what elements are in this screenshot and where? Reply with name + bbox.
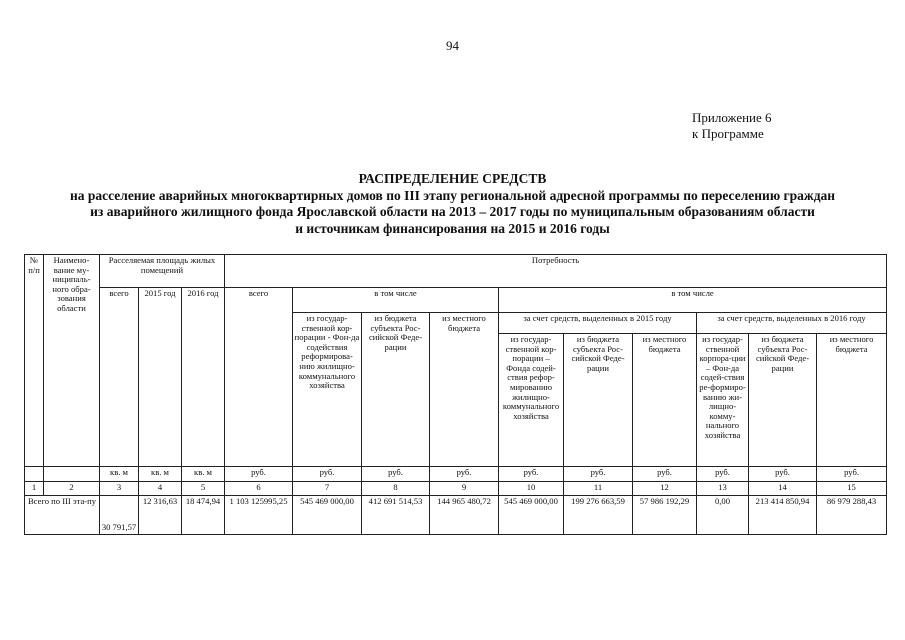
header-area-2015: 2015 год: [139, 288, 182, 467]
unit-cell: руб.: [293, 467, 362, 482]
column-number: 8: [362, 482, 430, 496]
total-area-cell: 30 791,57: [100, 496, 139, 535]
header-funds-2016: за счет средств, выделенных в 2016 году: [697, 313, 887, 334]
header-area: Расселяемая площадь жилых помещений: [100, 255, 225, 288]
unit-cell: руб.: [633, 467, 697, 482]
header-need-total: всего: [225, 288, 293, 467]
title-line-3: из аварийного жилищного фонда Ярославской области на 2013 – 2017 годы по муниципальным образованиям области: [90, 204, 815, 219]
total-row-label: Всего по III эта-пу: [25, 496, 100, 535]
header-including-a: в том числе: [293, 288, 499, 313]
header-area-2016: 2016 год: [182, 288, 225, 467]
unit-cell: руб.: [697, 467, 749, 482]
header-local-2016: из местного бюджета: [817, 334, 887, 467]
header-corp-2016: из государ-ственной корпора-ции – Фон-да содей-ствия ре-формиро-ванию жи-лищно-комму-нального хозяйства: [697, 334, 749, 467]
column-number: 5: [182, 482, 225, 496]
header-num: № п/п: [25, 255, 44, 467]
total-subject-2015-cell: 199 276 663,59: [564, 496, 633, 535]
document-title: [0, 171, 905, 237]
total-area-2016-cell: 18 474,94: [182, 496, 225, 535]
title-line-2: на расселение аварийных многоквартирных домов по III этапу региональной адресной программы по переселению граждан: [69, 187, 836, 203]
header-corp: из государ-ственной кор-порации - Фон-да содействия реформирова-нию жилищно-коммунального хозяйства: [293, 313, 362, 467]
column-number: 11: [564, 482, 633, 496]
header-subject-2016: из бюджета субъекта Рос-сийской Феде-рации: [749, 334, 817, 467]
header-area-total: всего: [100, 288, 139, 467]
title-line-1: РАСПРЕДЕЛЕНИЕ СРЕДСТВ: [358, 171, 547, 186]
unit-cell: кв. м: [100, 467, 139, 482]
header-local-2015: из местного бюджета: [633, 334, 697, 467]
funding-distribution-table: [24, 254, 887, 535]
total-subject-cell: 412 691 514,53: [362, 496, 430, 535]
total-corp-cell: 545 469 000,00: [293, 496, 362, 535]
column-number: 14: [749, 482, 817, 496]
unit-cell: руб.: [362, 467, 430, 482]
title-line-4: и источникам финансирования на 2015 и 2016 годы: [295, 220, 610, 236]
column-number-row: [25, 482, 887, 496]
appendix-line-2: к Программе: [692, 126, 764, 141]
header-row-top: [25, 255, 887, 288]
unit-cell: кв. м: [182, 467, 225, 482]
total-corp-2015-cell: 545 469 000,00: [499, 496, 564, 535]
unit-cell-empty: [44, 467, 100, 482]
header-need: Потребность: [225, 255, 887, 288]
unit-cell: руб.: [564, 467, 633, 482]
unit-cell: кв. м: [139, 467, 182, 482]
column-number: 13: [697, 482, 749, 496]
header-subject-budget: из бюджета субъекта Рос-сийской Феде-рации: [362, 313, 430, 467]
header-row-sub: [25, 288, 887, 313]
total-subject-2016-cell: 213 414 850,94: [749, 496, 817, 535]
unit-cell: руб.: [225, 467, 293, 482]
unit-cell: руб.: [499, 467, 564, 482]
header-corp-2015: из государ-ственной кор-порации – Фонда содей-ствия рефор-мированию жилищно-коммунального хозяйства: [499, 334, 564, 467]
unit-cell-empty: [25, 467, 44, 482]
header-subject-2015: из бюджета субъекта Рос-сийской Феде-рации: [564, 334, 633, 467]
unit-cell: руб.: [749, 467, 817, 482]
table-row-total: [25, 496, 887, 535]
column-number: 1: [25, 482, 44, 496]
column-number: 9: [430, 482, 499, 496]
column-number: 7: [293, 482, 362, 496]
total-local-cell: 144 965 480,72: [430, 496, 499, 535]
total-area-2015-cell: 12 316,63: [139, 496, 182, 535]
column-number: 12: [633, 482, 697, 496]
unit-cell: руб.: [817, 467, 887, 482]
column-number: 3: [100, 482, 139, 496]
header-funds-2015: за счет средств, выделенных в 2015 году: [499, 313, 697, 334]
appendix-line-1: Приложение 6: [692, 110, 772, 125]
total-corp-2016-cell: 0,00: [697, 496, 749, 535]
header-municipality: Наимено-вание му-ниципаль-ного обра-зования области: [44, 255, 100, 467]
header-local-budget: из местного бюджета: [430, 313, 499, 467]
units-row: [25, 467, 887, 482]
unit-cell: руб.: [430, 467, 499, 482]
total-need-cell: 1 103 125995,25: [225, 496, 293, 535]
appendix-caption: [692, 110, 772, 142]
total-local-2016-cell: 86 979 288,43: [817, 496, 887, 535]
column-number: 15: [817, 482, 887, 496]
column-number: 4: [139, 482, 182, 496]
column-number: 6: [225, 482, 293, 496]
page-number: 94: [446, 38, 459, 53]
column-number: 2: [44, 482, 100, 496]
total-local-2015-cell: 57 986 192,29: [633, 496, 697, 535]
column-number: 10: [499, 482, 564, 496]
header-including-b: в том числе: [499, 288, 887, 313]
